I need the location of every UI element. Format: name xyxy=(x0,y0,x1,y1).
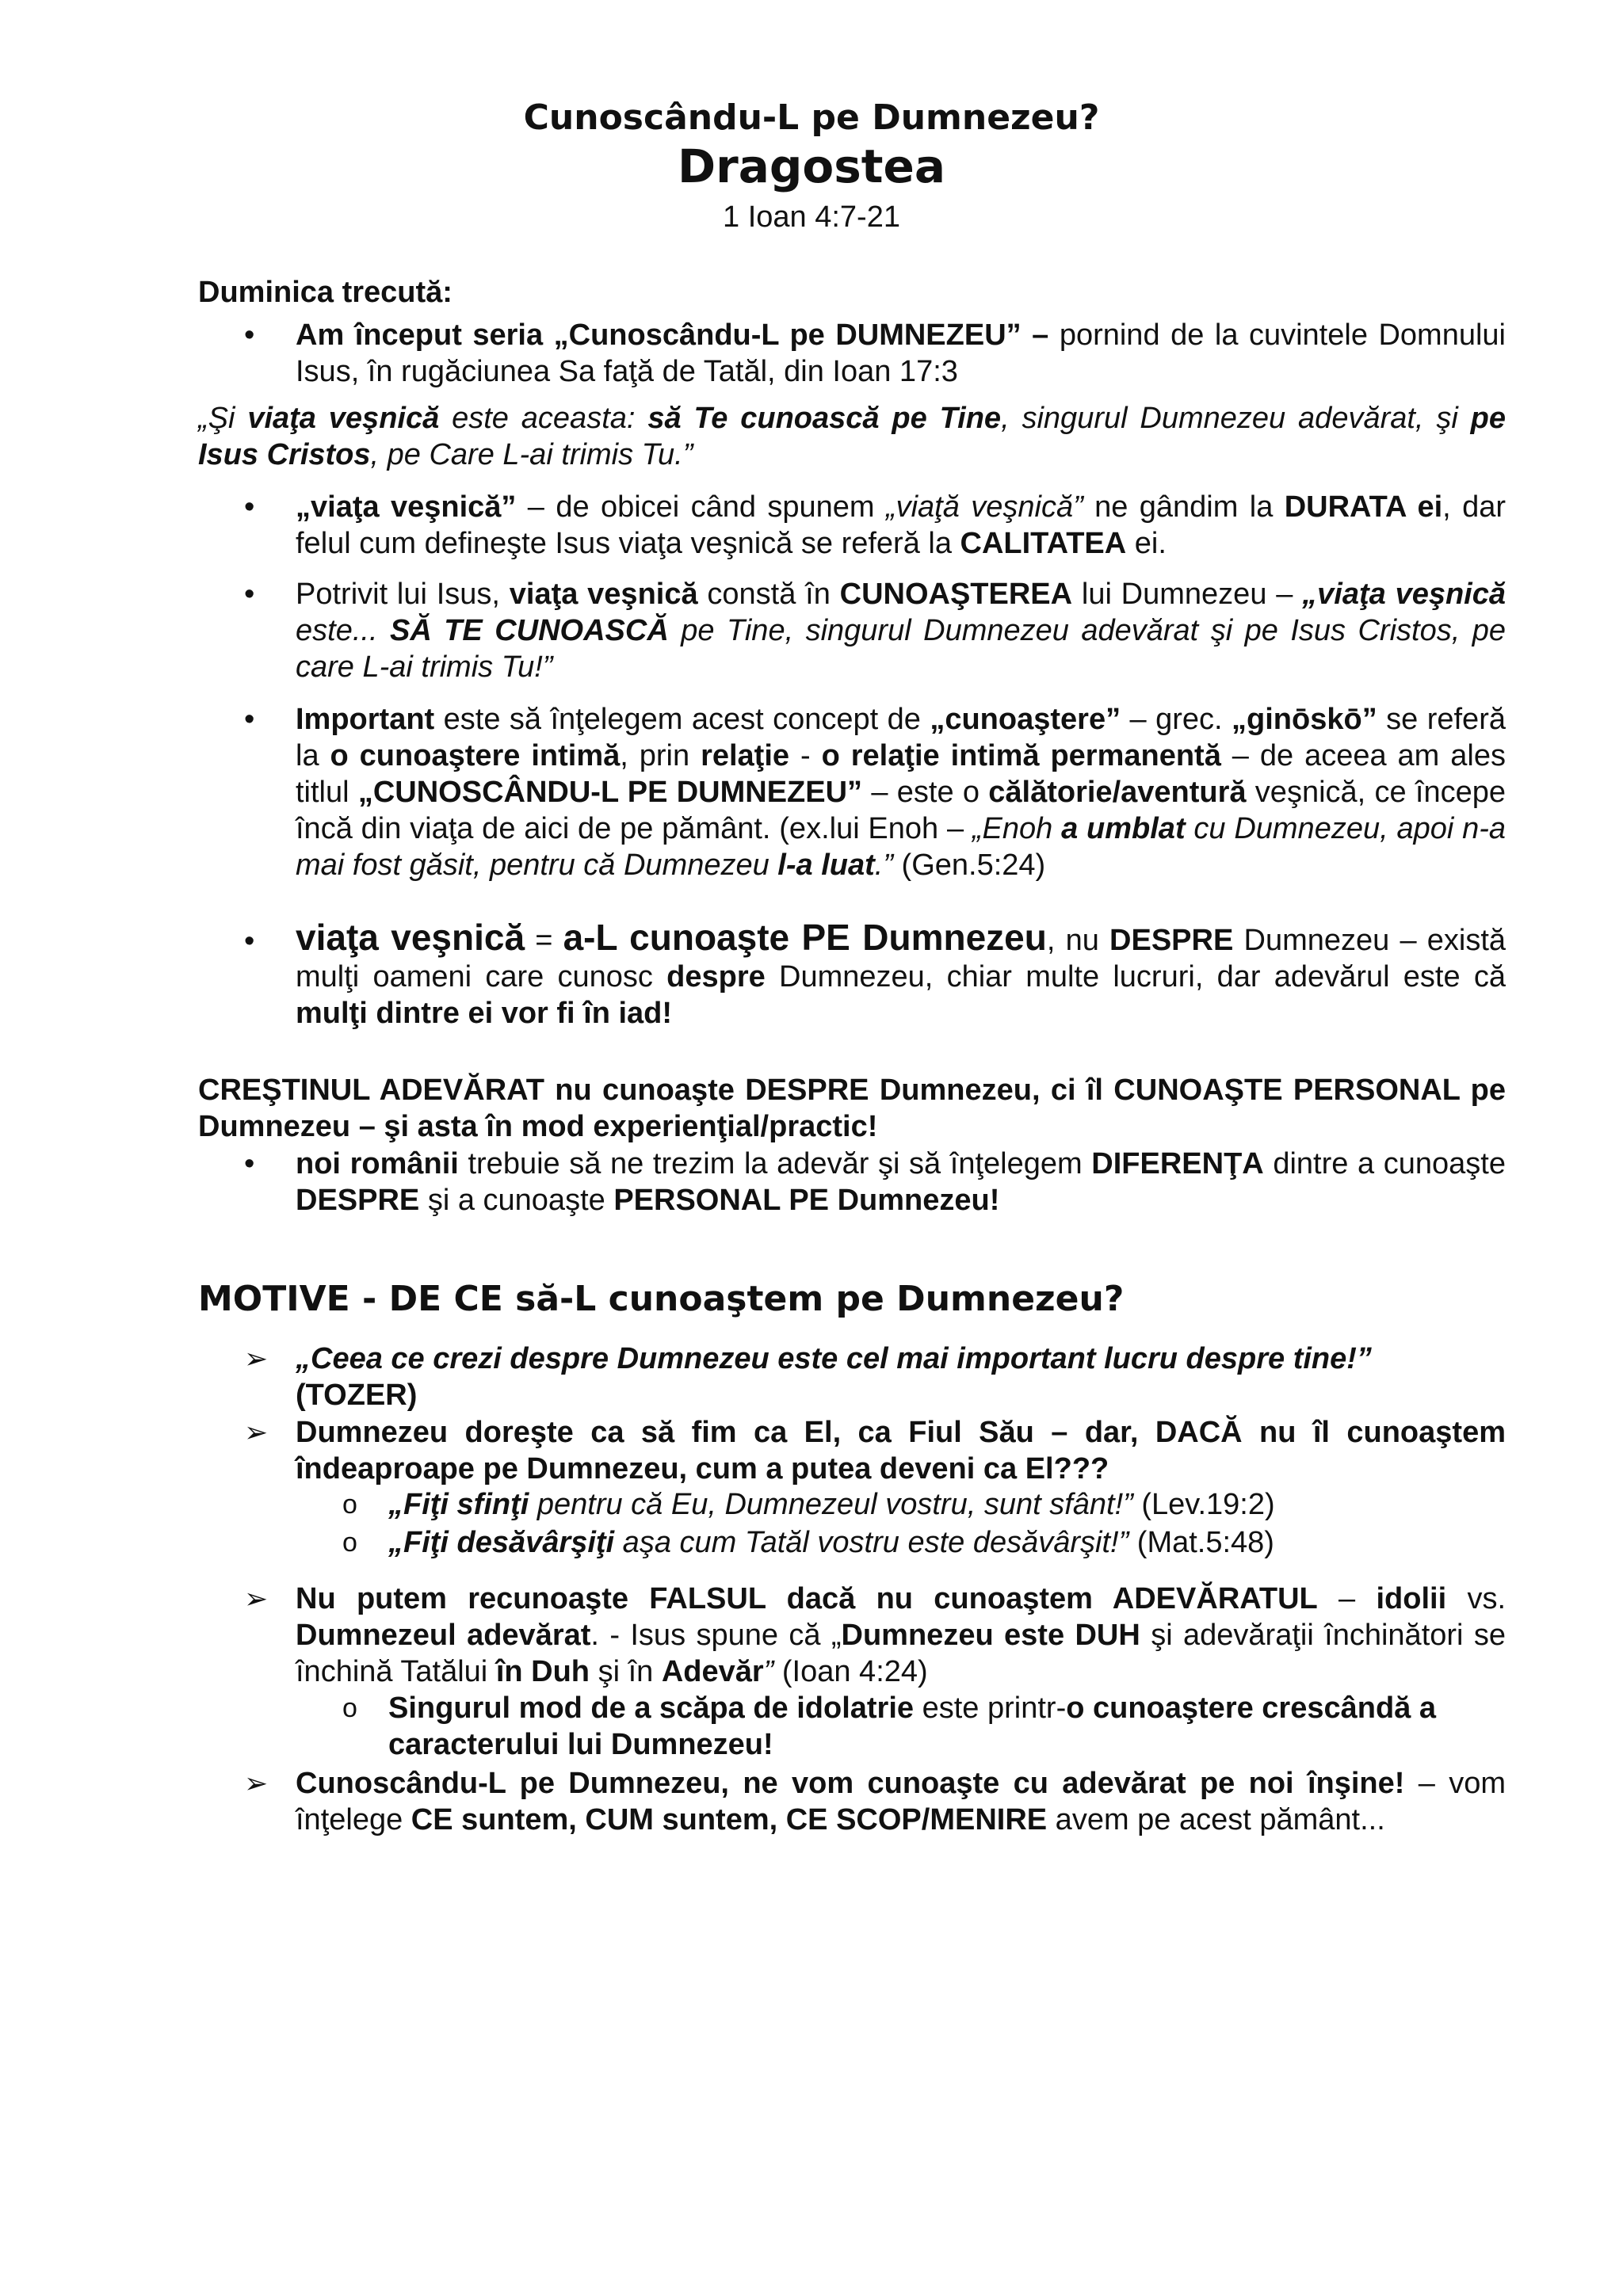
section-heading-motive: MOTIVE - DE CE să-L cunoaştem pe Dumnezeu? xyxy=(198,1279,1125,1319)
section-label-last-sunday: Duminica trecută: xyxy=(198,276,453,309)
sub-item-be-holy: „Fiţi sfinţi pentru că Eu, Dumnezeul vostru, sunt sfânt!” (Lev.19:2) xyxy=(388,1488,1275,1521)
arrow-bullet-icon: ➢ xyxy=(244,1767,269,1799)
bullet-item-series-start: Am început seria „Cunoscându-L pe DUMNEZEU” – pornind de la cuvintele Domnului Isus, în rugăciunea Sa faţă de Tatăl, din Ioan 17:3 xyxy=(296,318,1506,388)
bullet-icon: • xyxy=(244,925,255,958)
scripture-reference: 1 Ioan 4:7-21 xyxy=(723,200,900,234)
bullet-icon: • xyxy=(244,318,255,352)
circle-bullet-icon: o xyxy=(342,1693,357,1723)
sub-item-be-perfect: „Fiţi desăvârşiţi aşa cum Tatăl vostru este desăvârşit!” (Mat.5:48) xyxy=(388,1526,1274,1559)
circle-bullet-icon: o xyxy=(342,1527,357,1558)
arrow-item-false-vs-true: Nu putem recunoaşte FALSUL dacă nu cunoaştem ADEVĂRATUL – idolii vs. Dumnezeul adevărat. - Isus spune că „Dumnezeu este DUH şi adevăraţii închinători se închină Tatălui în Duh şi în Adevăr” (Ioan 4:24) xyxy=(296,1582,1507,1688)
bullet-item-according-to-jesus: Potrivit lui Isus, viaţa veşnică constă în CUNOAŞTEREA lui Dumnezeu – „viaţa veşnică este... SĂ TE CUNOASCĂ pe Tine, singurul Dumnezeu adevărat şi pe Isus Cristos, pe care L-ai trimis Tu!” xyxy=(296,578,1507,684)
bullet-icon: • xyxy=(244,490,255,524)
page-title: Dragostea xyxy=(678,139,945,193)
bullet-icon: • xyxy=(244,1147,255,1180)
arrow-item-be-like-him: Dumnezeu doreşte ca să fim ca El, ca Fiul Său – dar, DACĂ nu îl cunoaştem îndeaproape pe Dumnezeu, cum a putea deveni ca El??? xyxy=(296,1416,1506,1486)
circle-bullet-icon: o xyxy=(342,1489,357,1520)
bullet-icon: • xyxy=(244,578,255,611)
arrow-item-tozer-quote: „Ceea ce crezi despre Dumnezeu este cel mai important lucru despre tine!” (TOZER) xyxy=(296,1342,1372,1412)
arrow-bullet-icon: ➢ xyxy=(244,1342,269,1375)
bullet-item-romanians: noi românii trebuie să ne trezim la adevăr şi să înţelegem DIFERENŢA dintre a cunoaşte DESPRE şi a cunoaşte PERSONAL PE Dumnezeu! xyxy=(296,1147,1506,1217)
bullet-item-eternal-life: „viaţa veşnică” – de obicei când spunem „viaţă veşnică” ne gândim la DURATA ei, dar felul cum defineşte Isus viaţa veşnică se referă la CALITATEA ei. xyxy=(296,490,1507,560)
quote-john-17-3: „Şi viaţa veşnică este aceasta: să Te cunoască pe Tine, singurul Dumnezeu adevărat, şi pe Isus Cristos, pe Care L-ai trimis Tu.” xyxy=(198,402,1507,471)
arrow-bullet-icon: ➢ xyxy=(244,1582,269,1615)
arrow-bullet-icon: ➢ xyxy=(244,1416,269,1448)
bullet-item-know-god-not-about: viaţa veşnică = a-L cunoaşte PE Dumnezeu, nu DESPRE Dumnezeu – există mulţi oameni care cunosc despre Dumnezeu, chiar multe lucruri, dar adevărul este că mulţi dintre ei vor fi în iad! xyxy=(296,917,1507,1030)
sub-item-idolatry: Singurul mod de a scăpa de idolatrie este printr-o cunoaştere crescândă a caracterului lui Dumnezeu! xyxy=(388,1691,1436,1761)
bullet-item-knowledge-concept: Important este să înţelegem acest concept de „cunoaştere” – grec. „ginōskō” se referă la o cunoaştere intimă, prin relaţie - o relaţie intimă permanentă – de aceea am ales titlul „CUNOSCÂNDU-L PE DUMNEZEU” – este o călătorie/aventură veşnică, ce începe încă din viaţa de aici de pe pământ. (ex.lui Enoh – „Enoh a umblat cu Dumnezeu, apoi n-a mai fost găsit, pentru că Dumnezeu l-a luat.” (Gen.5:24) xyxy=(296,703,1507,882)
series-title: Cunoscându-L pe Dumnezeu? xyxy=(523,97,1100,138)
bullet-icon: • xyxy=(244,703,255,736)
paragraph-true-christian: CREŞTINUL ADEVĂRAT nu cunoaşte DESPRE Dumnezeu, ci îl CUNOAŞTE PERSONAL pe Dumnezeu – şi asta în mod experienţial/practic! xyxy=(198,1074,1506,1143)
arrow-item-know-ourselves: Cunoscându-L pe Dumnezeu, ne vom cunoaşte cu adevărat pe noi înşine! – vom înţelege CE suntem, CUM suntem, CE SCOP/MENIRE avem pe acest pământ... xyxy=(296,1767,1506,1836)
